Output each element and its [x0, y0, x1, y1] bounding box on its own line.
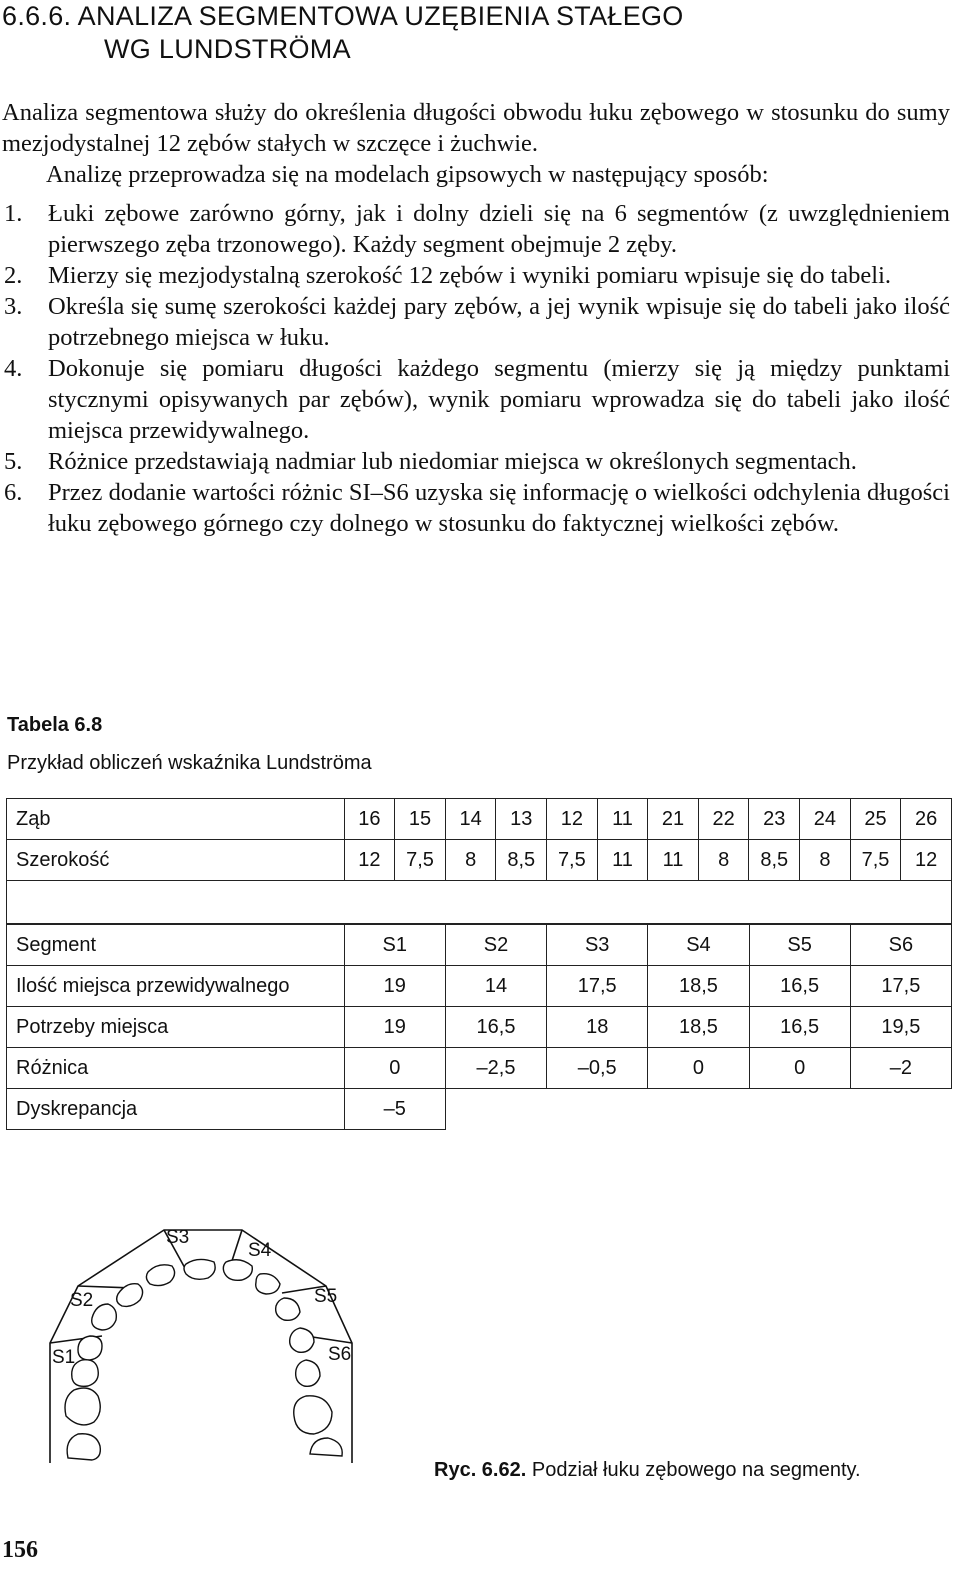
value-cell: 14 [445, 966, 546, 1007]
molar-icon [67, 1434, 100, 1460]
value-cell: –2 [850, 1048, 951, 1089]
value-cell: 16,5 [445, 1007, 546, 1048]
row-label: Różnica [7, 1048, 345, 1089]
segment-cell: S3 [547, 925, 648, 966]
segment-cell: S4 [648, 925, 749, 966]
blank-cell [7, 881, 952, 924]
value-cell: –2,5 [445, 1048, 546, 1089]
value-cell: 18,5 [648, 966, 749, 1007]
intro-paragraph: Analiza segmentowa służy do określenia długości obwodu łuku zębowego w stosunku do sumy mezjodystalnej 12 zębów stałych w szczęce i żuchwie. [2, 99, 950, 157]
row-label: Ilość miejsca przewidywalnego [7, 966, 345, 1007]
canine-icon [92, 1304, 117, 1330]
value-cell: 18,5 [648, 1007, 749, 1048]
tooth-cell: 16 [344, 799, 395, 840]
step-number: 6. [4, 479, 23, 506]
incisor-icon [256, 1274, 280, 1294]
table-row [7, 1089, 952, 1130]
value-cell: 19 [344, 966, 445, 1007]
width-cell: 12 [344, 840, 395, 881]
row-label: Dyskrepancja [7, 1089, 345, 1130]
list-item [2, 446, 950, 477]
table-caption: Przykład obliczeń wskaźnika Lundströma [7, 752, 372, 774]
width-cell: 7,5 [547, 840, 598, 881]
teeth-width-table [6, 798, 952, 924]
list-item [2, 353, 950, 446]
step-number: 4. [4, 355, 23, 382]
segment-label-s2: S2 [70, 1290, 94, 1311]
width-cell: 11 [648, 840, 699, 881]
steps-list [2, 198, 950, 539]
figure-caption-label: Ryc. 6.62. [434, 1459, 527, 1481]
premolar-icon [78, 1336, 102, 1360]
incisor-icon [184, 1259, 215, 1279]
segment-cell: S1 [344, 925, 445, 966]
table-row [7, 1048, 952, 1089]
width-cell: 8 [445, 840, 496, 881]
empty-cell [445, 1089, 951, 1130]
premolar-icon [290, 1328, 314, 1352]
list-item [2, 260, 950, 291]
table-row-blank [7, 881, 952, 924]
canine-icon [276, 1298, 300, 1320]
premolar-icon [296, 1360, 320, 1386]
value-cell: 17,5 [547, 966, 648, 1007]
step-number: 2. [4, 262, 23, 289]
table-row [7, 1007, 952, 1048]
value-cell: 0 [749, 1048, 850, 1089]
dental-arch-figure [44, 1218, 374, 1468]
step-text: Przez dodanie wartości różnic SI–S6 uzyska się informację o wielkości odchylenia długości łuku zębowego górnego czy dolnego w stosunku do faktycznej wielkości zębów. [48, 479, 950, 537]
tooth-cell: 22 [698, 799, 749, 840]
tooth-cell: 14 [445, 799, 496, 840]
segment-label-s5: S5 [314, 1286, 338, 1307]
row-label: Segment [7, 925, 345, 966]
section-heading [2, 0, 684, 66]
step-number: 3. [4, 293, 23, 320]
segment-table [6, 924, 952, 1130]
value-cell: 0 [648, 1048, 749, 1089]
width-cell: 12 [901, 840, 952, 881]
molar-icon [310, 1438, 342, 1456]
list-item [2, 477, 950, 539]
value-cell: 16,5 [749, 966, 850, 1007]
width-cell: 8 [800, 840, 851, 881]
page-number: 156 [2, 1537, 38, 1563]
table-row [7, 840, 952, 881]
row-label: Ząb [7, 799, 345, 840]
segment-label-s4: S4 [248, 1240, 272, 1261]
value-cell: 0 [344, 1048, 445, 1089]
tooth-cell: 13 [496, 799, 547, 840]
table-row [7, 966, 952, 1007]
table-row [7, 925, 952, 966]
tooth-cell: 11 [597, 799, 648, 840]
step-text: Określa się sumę szerokości każdej pary zębów, a jej wynik wpisuje się do tabeli jako ilość potrzebnego miejsca w łuku. [48, 293, 950, 351]
incisor-icon [223, 1260, 252, 1281]
value-cell: 16,5 [749, 1007, 850, 1048]
list-item [2, 198, 950, 260]
step-text: Różnice przedstawiają nadmiar lub niedomiar miejsca w określonych segmentach. [48, 448, 857, 475]
section-heading-line-1: 6.6.6. ANALIZA SEGMENTOWA UZĘBIENIA STAŁEGO [2, 1, 684, 31]
premolar-icon [72, 1360, 99, 1387]
segment-label-s3: S3 [166, 1227, 190, 1248]
row-label: Szerokość [7, 840, 345, 881]
figure-caption [434, 1459, 861, 1482]
incisor-icon [146, 1265, 174, 1286]
table-label: Tabela 6.8 [7, 714, 103, 736]
intro-paragraph-2: Analizę przeprowadza się na modelach gipsowych w następujący sposób: [46, 161, 769, 188]
tooth-cell: 24 [800, 799, 851, 840]
step-text: Mierzy się mezjodystalną szerokość 12 zębów i wyniki pomiaru wpisuje się do tabeli. [48, 262, 892, 289]
segment-cell: S2 [445, 925, 546, 966]
discrepancy-value: –5 [344, 1089, 445, 1130]
body-text [2, 97, 950, 539]
tooth-cell: 12 [547, 799, 598, 840]
molar-icon [294, 1396, 332, 1434]
step-text: Dokonuje się pomiaru długości każdego segmentu (mierzy się ją między punktami stycznymi opisywanych par zębów), wynik pomiaru wprowadza się do tabeli jako ilość miejsca przewidywalnego. [48, 355, 950, 444]
tooth-cell: 15 [395, 799, 446, 840]
value-cell: 19,5 [850, 1007, 951, 1048]
width-cell: 8,5 [496, 840, 547, 881]
step-number: 5. [4, 448, 23, 475]
tooth-cell: 21 [648, 799, 699, 840]
width-cell: 7,5 [395, 840, 446, 881]
list-item [2, 291, 950, 353]
figure-caption-text: Podział łuku zębowego na segmenty. [531, 1459, 861, 1481]
molar-icon [65, 1388, 100, 1425]
value-cell: –0,5 [547, 1048, 648, 1089]
segment-label-s6: S6 [328, 1344, 352, 1365]
value-cell: 19 [344, 1007, 445, 1048]
width-cell: 8 [698, 840, 749, 881]
section-heading-line-2: WG LUNDSTRÖMA [104, 34, 351, 64]
tooth-cell: 25 [850, 799, 901, 840]
step-text: Łuki zębowe zarówno górny, jak i dolny dzieli się na 6 segmentów (z uwzględnieniem pierwszego zęba trzonowego). Każdy segment obejmuje 2 zęby. [48, 200, 950, 258]
width-cell: 8,5 [749, 840, 800, 881]
value-cell: 18 [547, 1007, 648, 1048]
width-cell: 11 [597, 840, 648, 881]
width-cell: 7,5 [850, 840, 901, 881]
tooth-cell: 26 [901, 799, 952, 840]
row-label: Potrzeby miejsca [7, 1007, 345, 1048]
segment-cell: S6 [850, 925, 951, 966]
segment-label-s1: S1 [52, 1347, 76, 1368]
segment-cell: S5 [749, 925, 850, 966]
table-row [7, 799, 952, 840]
value-cell: 17,5 [850, 966, 951, 1007]
tooth-cell: 23 [749, 799, 800, 840]
step-number: 1. [4, 200, 23, 227]
